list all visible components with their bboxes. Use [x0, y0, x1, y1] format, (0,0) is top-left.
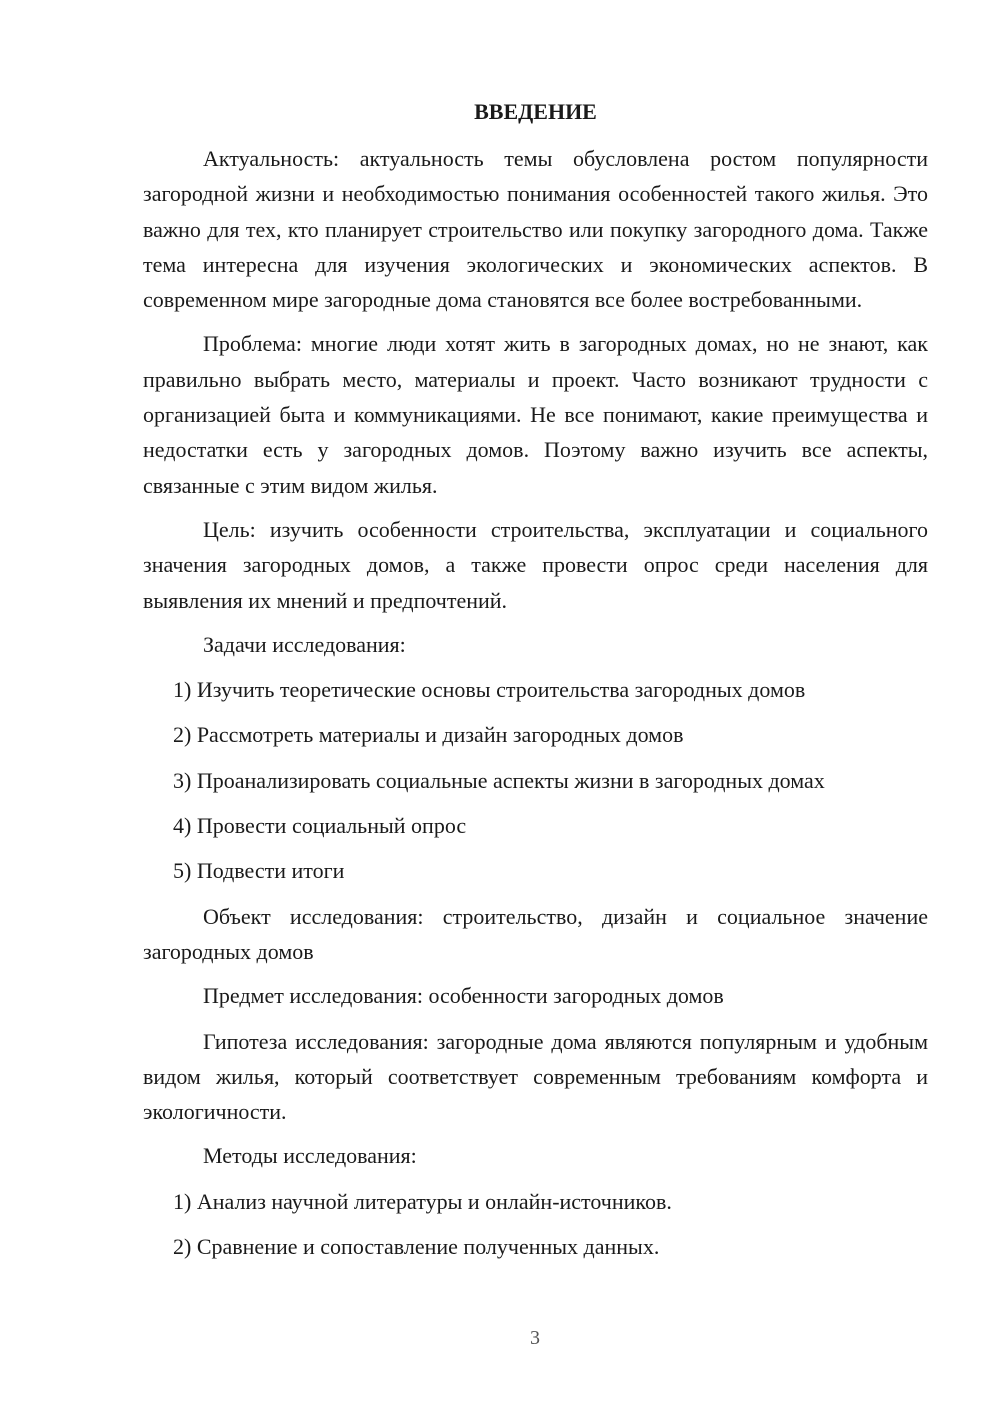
tasks-heading: Задачи исследования:	[203, 631, 406, 657]
methods-list	[143, 1184, 928, 1265]
page-title: ВВЕДЕНИЕ	[474, 99, 597, 124]
list-item: 1) Изучить теоретические основы строительства загородных домов	[173, 677, 806, 703]
problem-paragraph: Проблема: многие люди хотят жить в загородных домах, но не знают, как правильно выбрать место, материалы и проект. Часто возникают трудности с организацией быта и коммуникациями. Не все понимают, какие преимущества и недостатки есть у загородных домов. Поэтому важно изучить все аспекты, связанные с этим видом жилья.	[143, 331, 928, 498]
document-page	[143, 94, 928, 1274]
list-item: 3) Проанализировать социальные аспекты жизни в загородных домах	[173, 767, 825, 793]
list-item: 2) Рассмотреть материалы и дизайн загородных домов	[173, 722, 684, 748]
list-item: 4) Провести социальный опрос	[173, 813, 467, 839]
methods-heading: Методы исследования:	[203, 1143, 417, 1169]
list-item: 1) Анализ научной литературы и онлайн-источников.	[173, 1188, 672, 1214]
goal-paragraph: Цель: изучить особенности строительства, эксплуатации и социального значения загородных домов, а также провести опрос среди населения для выявления их мнений и предпочтений.	[143, 516, 928, 613]
hypothesis-paragraph: Гипотеза исследования: загородные дома являются популярным и удобным видом жилья, который соответствует современным требованиям комфорта и экологичности.	[143, 1028, 928, 1125]
page-number: 3	[530, 1327, 540, 1349]
subject-paragraph: Предмет исследования: особенности загородных домов	[203, 983, 724, 1009]
list-item: 5) Подвести итоги	[173, 858, 345, 884]
object-paragraph: Объект исследования: строительство, дизайн и социальное значение загородных домов	[143, 903, 928, 964]
list-item: 2) Сравнение и сопоставление полученных данных.	[173, 1234, 660, 1260]
tasks-list	[143, 672, 928, 888]
relevance-paragraph: Актуальность: актуальность темы обусловлена ростом популярности загородной жизни и необходимостью понимания особенностей такого жилья. Это важно для тех, кто планирует строительство или покупку загородного дома. Также тема интересна для изучения экологических и экономических аспектов. В современном мире загородные дома становятся все более востребованными.	[143, 146, 928, 313]
